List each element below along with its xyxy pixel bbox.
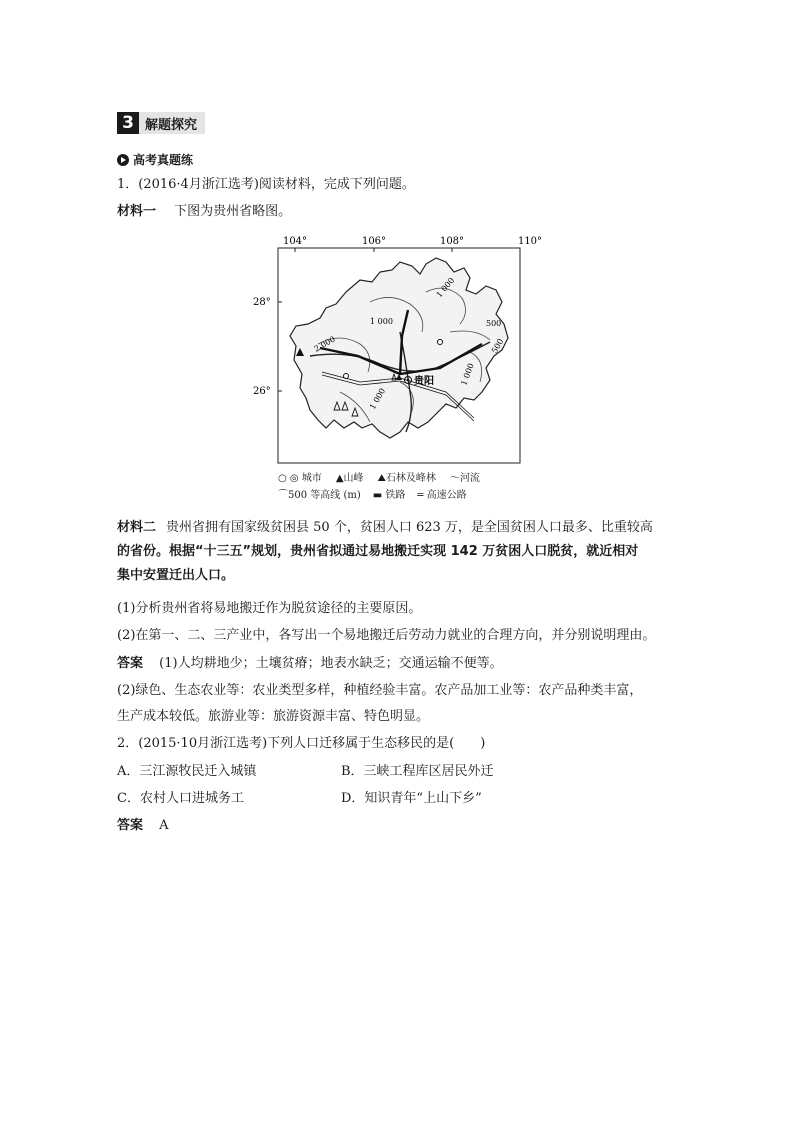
material2-line: 集中安置迁出人口。 (117, 568, 235, 583)
answer-text: (1)人均耕地少；土壤贫瘠；地表水缺乏；交通运输不便等。 (159, 656, 503, 671)
legend-item: ═ 高速公路 (417, 490, 467, 501)
option-c: C．农村人口进城务工 (117, 791, 244, 806)
legend-item: ○ ◎ 城市 (278, 473, 322, 484)
contour-label: 500 (486, 319, 502, 328)
answer-text: 生产成本较低。旅游业等：旅游资源丰富、特色明显。 (117, 709, 430, 724)
option-d: D．知识青年“上山下乡” (341, 791, 482, 806)
contour-label: 1 000 (459, 362, 476, 387)
section-number: 3 (117, 112, 139, 134)
q1-sub2: (2)在第一、二、三产业中，各写出一个易地搬迁后劳动力就业的合理方向，并分别说明理由。 (117, 628, 656, 643)
lat-label: 28° (253, 297, 271, 308)
answer-label: 答案 (117, 818, 144, 833)
legend-item: 〜河流 (449, 473, 480, 484)
contour-label: 1 000 (434, 275, 457, 300)
legend-item: ⛰石林及峰林 (377, 473, 436, 484)
lon-label: 104° (282, 236, 308, 247)
answer-text: A (159, 818, 169, 833)
subsection-title: 高考真题练 (133, 153, 194, 167)
city-label: 贵阳 (414, 376, 434, 387)
answer-label: 答案 (117, 656, 144, 671)
contour-label: 2 000 (312, 334, 337, 354)
q1-answer (117, 654, 503, 674)
lon-label: 106° (361, 236, 387, 247)
contour-label: 500 (489, 337, 506, 355)
material1-label: 材料一 (117, 204, 157, 219)
material2-line: 贵州省拥有国家级贫困县 50 个，贫困人口 623 万，是全国贫困人口最多、比重较高 (166, 520, 653, 535)
contour-label: 1 000 (370, 317, 393, 326)
q1-stem: 1．(2016·4月浙江选考)阅读材料，完成下列问题。 (117, 177, 415, 192)
lon-label: 108° (439, 236, 465, 247)
lat-label: 26° (253, 386, 271, 397)
map-legend (278, 470, 548, 504)
contour-label: 1 000 (367, 386, 388, 411)
section-header (117, 112, 205, 134)
q2-answer (117, 816, 169, 836)
material2 (117, 516, 687, 588)
legend-item: ⌒500 等高线 (m) (278, 490, 361, 501)
answer-text: (2)绿色、生态农业等：农业类型多样，种植经验丰富。农产品加工业等：农产品种类丰富， (117, 683, 643, 698)
option-b: B．三峡工程库区居民外迁 (341, 764, 494, 779)
q2-stem: 2．(2015·10月浙江选考)下列人口迁移属于生态移民的是( ) (117, 736, 486, 751)
city-icon (344, 374, 349, 379)
material1 (117, 202, 291, 222)
q1-sub1: (1)分析贵州省将易地搬迁作为脱贫途径的主要原因。 (117, 601, 422, 616)
section-title: 解题探究 (139, 112, 205, 134)
legend-item: ▲山峰 (335, 473, 364, 484)
subsection-header (117, 151, 193, 168)
lon-label: 110° (517, 236, 543, 247)
city-icon (438, 340, 443, 345)
material2-line: 的省份。根据“十三五”规划，贵州省拟通过易地搬迁实现 142 万贫困人口脱贫，就近相对 (117, 544, 639, 559)
material1-text: 下图为贵州省略图。 (174, 204, 292, 219)
play-icon (117, 154, 129, 166)
option-a: A．三江源牧民迁入城镇 (117, 764, 257, 779)
guizhou-map (250, 232, 550, 508)
legend-item: ▬ 铁路 (372, 490, 406, 501)
material2-label: 材料二 (117, 520, 157, 535)
